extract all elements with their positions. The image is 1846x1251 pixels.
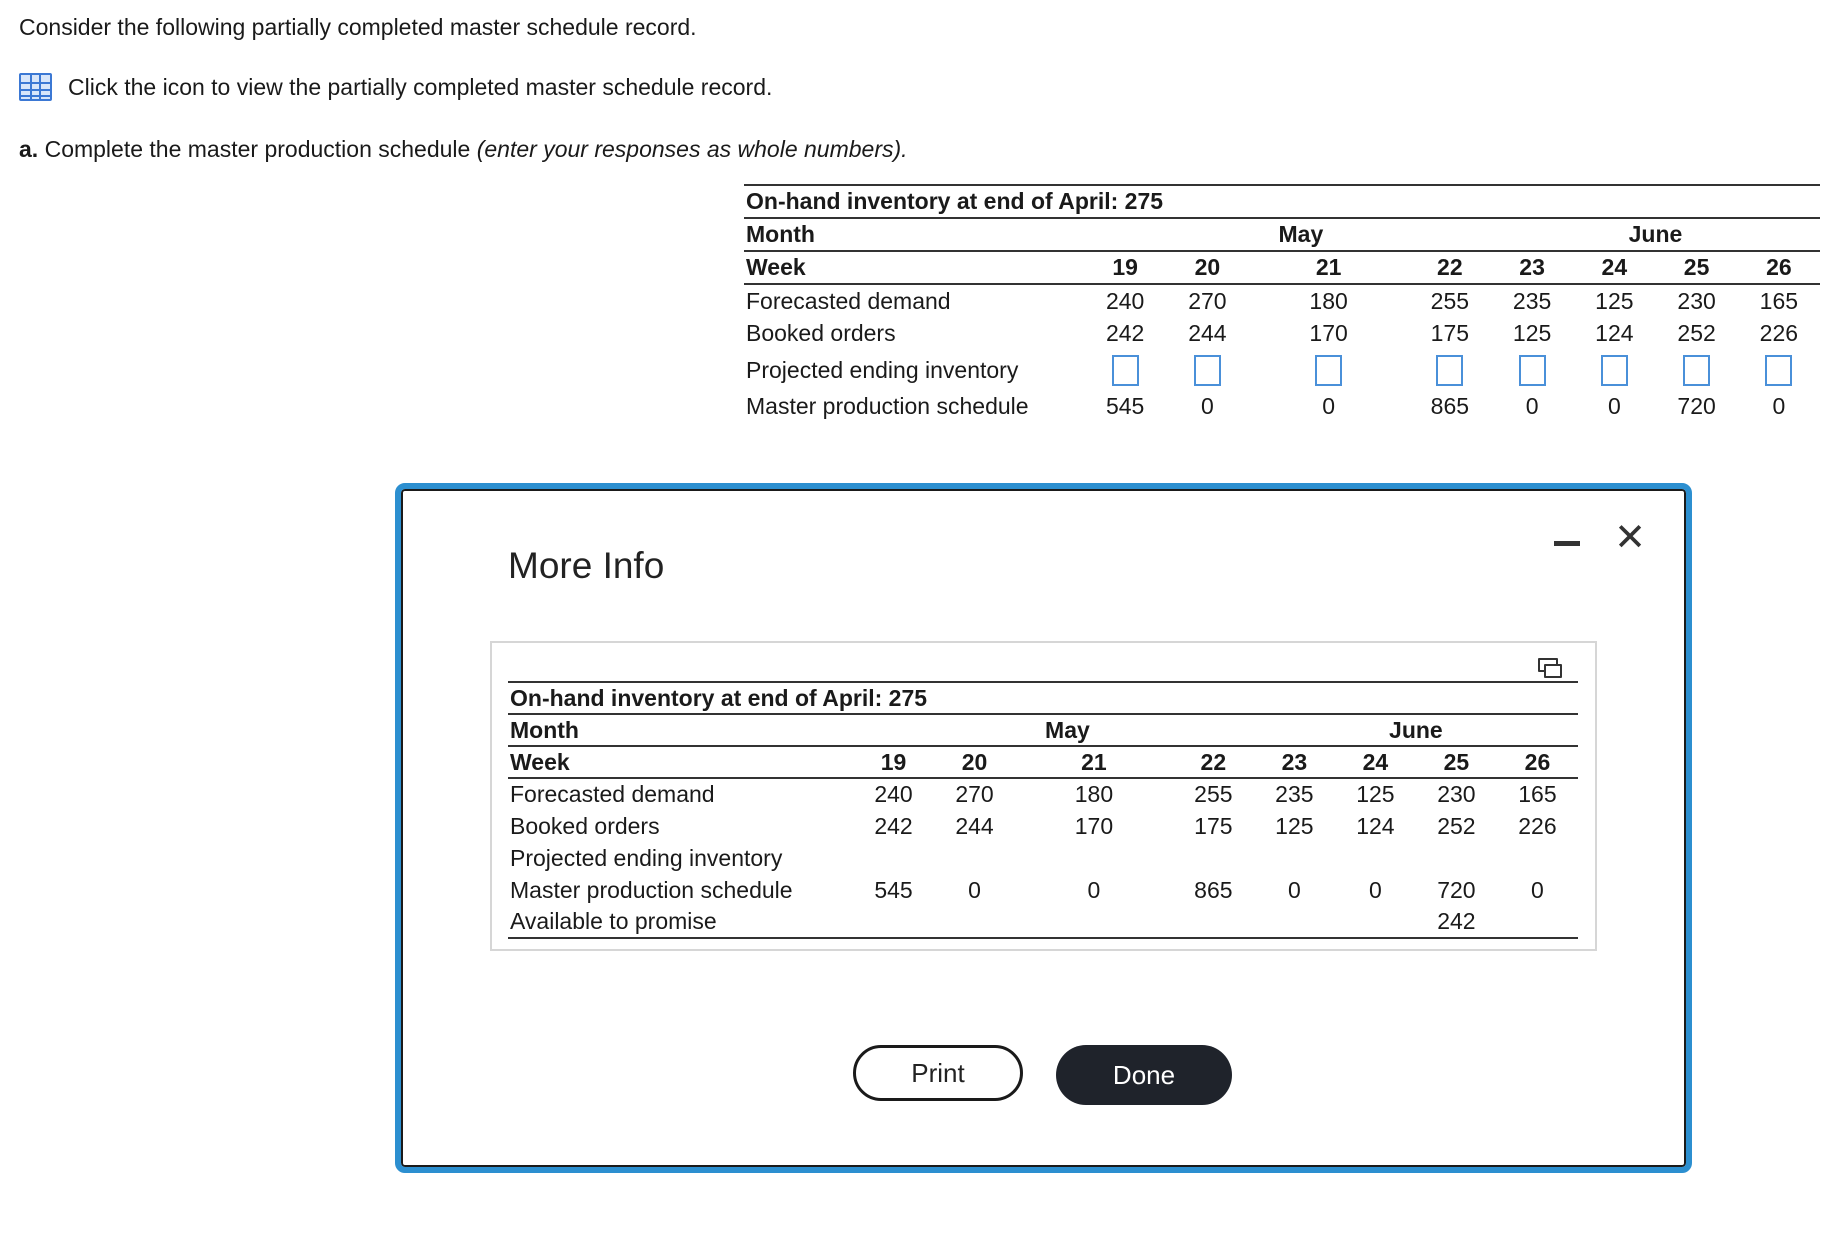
forecast-cell: 230 (1655, 284, 1737, 317)
mps-cell: 0 (1531, 876, 1544, 903)
week-cell: 19 (1084, 251, 1166, 284)
booked-label: Booked orders (746, 320, 896, 346)
forecast-cell: 235 (1254, 778, 1335, 810)
pei-input-week-19[interactable] (1112, 355, 1139, 386)
mps-cell: 0 (1287, 876, 1301, 903)
view-record-text: Click the icon to view the partially completed master schedule record. (68, 73, 773, 100)
atp-cell (1497, 906, 1578, 938)
mps-cell: 0 (1200, 393, 1214, 419)
pei-label: Projected ending inventory (746, 356, 1019, 383)
record-panel (490, 641, 1597, 951)
week-cell: 25 (1655, 251, 1737, 284)
atp-cell (1173, 906, 1254, 938)
close-icon[interactable]: ✕ (1614, 517, 1646, 559)
week-cell: 20 (934, 746, 1015, 778)
forecast-cell: 180 (1015, 778, 1173, 810)
forecast-cell: 255 (1409, 284, 1491, 317)
week-cell: 25 (1416, 746, 1497, 778)
mps-row (508, 874, 1578, 906)
pei-row (508, 842, 1578, 874)
forecast-cell: 180 (1249, 284, 1409, 317)
booked-cell: 124 (1595, 320, 1634, 346)
pei-input-week-25[interactable] (1683, 355, 1710, 386)
booked-cell: 244 (955, 812, 994, 839)
week-cell: 22 (1409, 251, 1491, 284)
pei-row (744, 350, 1820, 390)
month-june: June (1573, 218, 1738, 251)
part-a-label: a. (19, 136, 39, 162)
week-cell: 21 (1015, 746, 1173, 778)
mps-label: Master production schedule (746, 393, 1029, 419)
view-record-line (19, 73, 772, 101)
pei-label: Projected ending inventory (510, 844, 783, 871)
week-cell: 22 (1173, 746, 1254, 778)
intro-text: Consider the following partially completed master schedule record. (19, 14, 697, 40)
forecast-row (508, 778, 1578, 810)
mps-row (744, 390, 1820, 423)
pei-input-week-22[interactable] (1436, 355, 1463, 386)
forecast-cell: 125 (1573, 284, 1655, 317)
part-a-text: Complete the master production schedule (44, 136, 471, 162)
on-hand-inventory: On-hand inventory at end of April: 275 (508, 682, 1578, 714)
week-cell: 26 (1497, 746, 1578, 778)
mps-cell: 0 (1368, 876, 1382, 903)
atp-cell (853, 906, 934, 938)
booked-cell: 226 (1518, 812, 1557, 839)
week-cell: 24 (1335, 746, 1416, 778)
pei-input-week-26[interactable] (1765, 355, 1792, 386)
grid-table-icon[interactable] (19, 73, 52, 101)
mps-cell: 865 (1194, 876, 1233, 903)
month-may: May (1015, 714, 1173, 746)
part-a-hint: (enter your responses as whole numbers). (476, 136, 908, 162)
booked-cell: 226 (1759, 320, 1799, 346)
month-label: Month (744, 218, 1084, 251)
month-may: May (1249, 218, 1409, 251)
record-table (508, 681, 1578, 939)
forecast-cell: 165 (1497, 778, 1578, 810)
mps-cell: 0 (968, 876, 981, 903)
week-cell: 26 (1738, 251, 1820, 284)
booked-cell: 124 (1356, 812, 1395, 839)
mps-label: Master production schedule (510, 876, 793, 903)
forecast-cell: 270 (1166, 284, 1248, 317)
forecast-cell: 240 (1084, 284, 1166, 317)
week-cell: 21 (1249, 251, 1409, 284)
booked-cell: 170 (1309, 320, 1348, 346)
forecast-cell: 240 (853, 778, 934, 810)
booked-cell: 175 (1430, 320, 1470, 346)
booked-cell: 242 (874, 812, 913, 839)
pei-input-week-23[interactable] (1519, 355, 1546, 386)
booked-cell: 170 (1074, 812, 1114, 839)
atp-cell (1254, 906, 1335, 938)
pei-input-week-24[interactable] (1601, 355, 1628, 386)
week-row (744, 251, 1820, 284)
week-cell: 24 (1573, 251, 1655, 284)
mps-cell: 720 (1677, 393, 1716, 419)
forecast-label: Forecasted demand (508, 778, 853, 810)
pei-input-week-20[interactable] (1194, 355, 1221, 386)
done-button[interactable]: Done (1056, 1045, 1232, 1105)
forecast-cell: 255 (1173, 778, 1254, 810)
forecast-cell: 230 (1416, 778, 1497, 810)
booked-row (744, 317, 1820, 350)
part-a-instruction (19, 136, 908, 163)
booked-cell: 252 (1677, 320, 1716, 346)
mps-cell: 0 (1322, 393, 1335, 419)
forecast-cell: 125 (1335, 778, 1416, 810)
week-cell: 20 (1166, 251, 1248, 284)
pei-input-week-21[interactable] (1315, 355, 1342, 386)
booked-row (508, 810, 1578, 842)
on-hand-inventory: On-hand inventory at end of April: 275 (744, 185, 1820, 218)
more-info-modal (395, 483, 1692, 1173)
atp-label: Available to promise (508, 906, 853, 938)
atp-cell (1015, 906, 1173, 938)
week-cell: 23 (1254, 746, 1335, 778)
booked-cell: 125 (1512, 320, 1552, 346)
month-june: June (1335, 714, 1497, 746)
mps-cell: 0 (1607, 393, 1621, 419)
forecast-cell: 235 (1491, 284, 1573, 317)
atp-cell (934, 906, 1015, 938)
atp-row (508, 906, 1578, 938)
week-cell: 23 (1491, 251, 1573, 284)
forecast-row (744, 284, 1820, 317)
booked-cell: 125 (1275, 812, 1314, 839)
atp-cell (1335, 906, 1416, 938)
booked-cell: 252 (1437, 812, 1476, 839)
modal-title: More Info (508, 545, 665, 586)
week-label: Week (744, 251, 1084, 284)
mps-cell: 865 (1430, 393, 1470, 419)
print-button[interactable]: Print (853, 1045, 1023, 1101)
week-row (508, 746, 1578, 778)
copy-icon[interactable] (1538, 658, 1560, 676)
month-label: Month (508, 714, 853, 746)
booked-cell: 244 (1188, 320, 1227, 346)
atp-cell: 242 (1416, 906, 1497, 938)
mps-table (744, 184, 1820, 423)
mps-cell: 545 (874, 876, 913, 903)
booked-cell: 242 (1105, 320, 1145, 346)
mps-cell: 545 (1105, 393, 1145, 419)
week-label: Week (508, 746, 853, 778)
forecast-label: Forecasted demand (744, 284, 1084, 317)
mps-cell: 0 (1087, 876, 1101, 903)
minimize-icon[interactable] (1554, 541, 1580, 546)
week-cell: 19 (853, 746, 934, 778)
mps-cell: 0 (1772, 393, 1786, 419)
forecast-cell: 165 (1738, 284, 1820, 317)
booked-label: Booked orders (510, 812, 660, 839)
mps-cell: 0 (1525, 393, 1539, 419)
mps-cell: 720 (1437, 876, 1476, 903)
booked-cell: 175 (1194, 812, 1233, 839)
forecast-cell: 270 (934, 778, 1015, 810)
